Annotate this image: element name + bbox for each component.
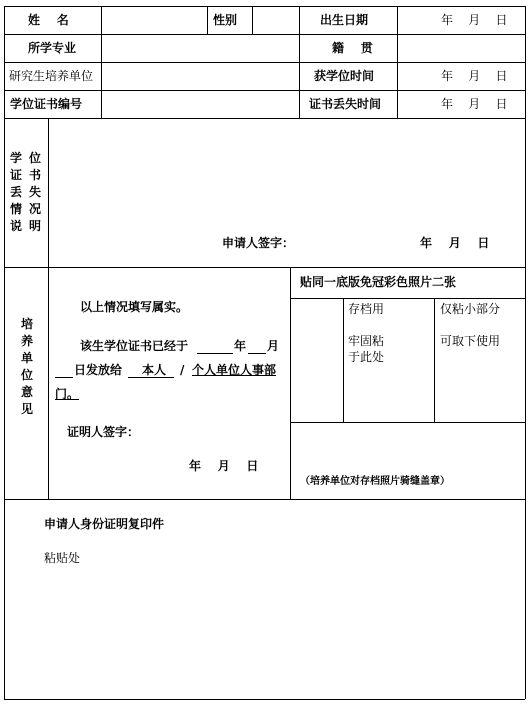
witness-signature-date[interactable]: 年 月 日 [189,459,259,473]
degree-time-label: 获学位时间 [314,69,375,83]
loss-description-area[interactable] [49,119,524,229]
photo-seal-note: （培养单位对存档照片骑缝盖章） [300,476,450,487]
row-divider [4,499,525,500]
degree-time-field[interactable]: 年 月 日 [441,69,508,83]
row-divider [4,267,525,268]
witness-signature-label: 证明人签字： [67,425,140,439]
photo-section-title: 贴同一底版免冠彩色照片二张 [300,275,457,289]
loss-side-label-col1: 学证丢情说 [9,151,22,233]
issued-slash: / [180,363,185,377]
loss-time-field[interactable]: 年 月 日 [441,97,508,111]
origin-label: 籍 贯 [332,41,373,55]
id-paste-area[interactable] [5,570,524,698]
table-border-right [525,6,526,699]
id-copy-title: 申请人身份证明复印件 [44,517,165,531]
col-divider [299,6,300,118]
applicant-signature-label: 申请人签字： [222,236,295,250]
confirm-text: 以上情况填写属实。 [80,300,189,314]
loss-time-label: 证书丢失时间 [309,97,382,111]
issued-line1-b: 年 [234,339,247,353]
name-label: 姓 名 [28,13,69,27]
cert-no-field[interactable] [102,91,298,118]
removable-photo-box[interactable] [435,299,524,421]
issued-to-hr[interactable]: 个人单位人事部 [192,363,277,377]
loss-side-label-col2: 位书失况明 [28,151,41,233]
origin-field[interactable] [398,35,524,62]
applicant-signature-date[interactable]: 年 月 日 [420,236,490,250]
institution-field[interactable] [102,63,298,90]
issued-line2-a: 日发放给 [74,363,123,377]
issued-day-blank[interactable] [55,377,73,378]
archive-photo-text-2: 牢固粘 [348,334,385,348]
photo-lower-divider [290,422,525,423]
opinion-side-label: 培养单位意见 [20,317,33,416]
issued-to-self[interactable]: 本人 [142,363,167,377]
cert-no-label: 学位证书编号 [10,97,83,111]
institution-label: 研究生培养单位 [9,69,94,83]
removable-photo-text-1: 仅粘小部分 [440,302,501,316]
gender-label: 性别 [213,13,238,27]
issued-self-underline [128,377,174,378]
archive-photo-text-1: 存档用 [348,302,385,316]
major-label: 所学专业 [28,41,77,55]
col-divider [397,6,398,118]
issued-year-blank[interactable] [197,353,233,354]
dob-label: 出生日期 [320,13,369,27]
issued-line1-a: 该生学位证书已经于 [80,339,189,353]
name-field[interactable] [102,7,206,34]
issued-line3: 门。 [55,387,80,401]
table-border-bottom [4,699,525,700]
removable-photo-text-2: 可取下使用 [440,334,501,348]
dob-field[interactable]: 年 月 日 [441,13,508,27]
gender-field[interactable] [253,7,298,34]
col-divider [207,6,208,34]
col-divider [290,267,291,499]
issued-month-blank[interactable] [248,353,266,354]
id-paste-here: 粘贴处 [44,551,81,565]
issued-line1-c: 月 [267,339,280,353]
archive-photo-text-3: 于此处 [348,350,385,364]
major-field[interactable] [102,35,298,62]
